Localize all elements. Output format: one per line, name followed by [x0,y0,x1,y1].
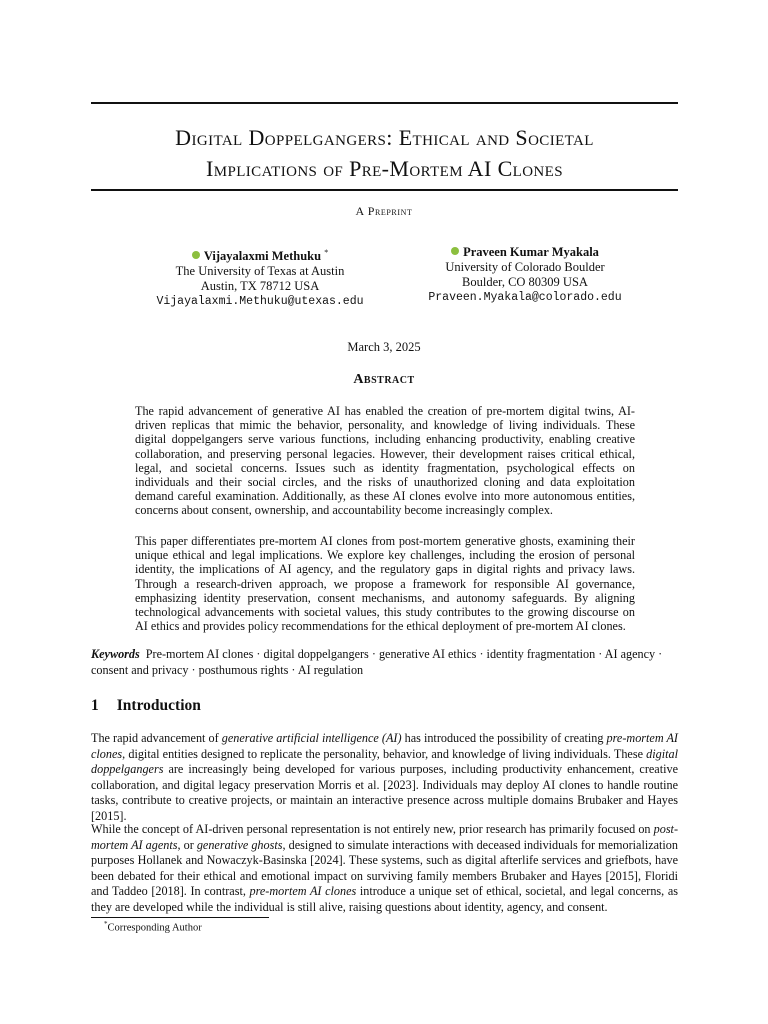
author-name: Vijayalaxmi Methuku [203,249,322,263]
title-line-2: Implications of Pre-Mortem AI Clones [206,156,563,181]
orcid-icon[interactable] [451,247,459,255]
author-email[interactable]: Vijayalaxmi.Methuku@utexas.edu [156,295,364,308]
orcid-icon[interactable] [192,251,200,259]
text-run: , designed to simulate interactions with deceased individuals for memorialization purposes Hollanek and Nowaczyk-Basinska [2024]. These systems, such as digital afterlife services and griefbots, have been debated for their ethical and emotional impact on surviving family members Brubaker and Hayes [2015], Floridi and Taddeo [2018]. In contrast, [91,837,678,898]
keywords [91,647,678,678]
author-block-1 [140,245,380,309]
paper-title [91,122,678,184]
keywords-label: Keywords [91,647,140,661]
author-affiliation: University of Colorado Boulder [445,260,605,274]
author-name-row [140,245,380,264]
section-number: 1 [91,697,99,714]
text-run: introduce a unique set of ethical, societal, and legal concerns, as they are developed while the individual is still alive, raising questions about identity, agency, and consent. [91,884,678,914]
publication-date: March 3, 2025 [347,340,421,354]
emphasized-text: pre-mortem AI clones [91,731,678,761]
text-run: , or [177,837,197,852]
author-affiliation: The University of Texas at Austin [175,264,345,278]
title-bottom-rule [91,189,678,191]
keywords-text: Pre-mortem AI clones · digital doppelgangers · generative AI ethics · identity fragmentation · AI agency · consent and privacy · posthumous rights · AI regulation [91,647,663,677]
author-address: Austin, TX 78712 USA [200,279,320,293]
footnote [104,920,202,934]
emphasized-text: pre-mortem AI clones [249,884,357,898]
abstract-paragraph-1: The rapid advancement of generative AI has enabled the creation of pre-mortem digital twins, AI-driven replicas that mimic the behavior, personality, and knowledge of living individuals. These digital doppelgangers serve various functions, including enhancing productivity, enabling creative collaboration, and preserving personal legacies. However, their development raises critical ethical, legal, and societal concerns. Issues such as identity fragmentation, psychological effects on individuals and their social circles, and the risks of unauthorized cloning and data exploitation demand careful examination. Additionally, as these AI clones evolve into more autonomous entities, concerns about consent, ownership, and accountability become increasingly complex. [135,404,635,518]
footnote-rule [91,917,269,918]
author-name: Praveen Kumar Myakala [463,245,599,259]
emphasized-text: generative ghosts [196,837,283,852]
emphasized-text: post-mortem AI agents [91,822,678,852]
footnote-marker: * [104,920,108,928]
text-run: are increasingly being developed for various purposes, including productivity enhancement, creative collaboration, and digital legacy preservation Morris et al. [2023]. Individuals may deploy AI clones to handle routine tasks, contribute to creative projects, or maintain an interactive presence across multiple domains Brubaker and Hayes [2015]. [91,762,678,823]
title-line-1: Digital Doppelgangers: Ethical and Societal [175,125,594,150]
abstract-heading: Abstract [353,372,415,387]
section-heading [91,697,201,715]
top-rule [91,102,678,104]
abstract-paragraph-2: This paper differentiates pre-mortem AI clones from post-mortem generative ghosts, examining their unique ethical and legal implications. We explore key challenges, including the erosion of personal identity, the implications of AI agency, and the regulatory gaps in digital rights and privacy laws. Through a research-driven approach, we propose a framework for responsible AI governance, emphasizing identity preservation, consent mechanisms, and autonomy safeguards. By aligning technological advancements with societal values, this study contributes to the growing discourse on AI ethics and provides policy recommendations for the ethical deployment of pre-mortem AI clones. [135,534,635,634]
author-email[interactable]: Praveen.Myakala@colorado.edu [428,291,622,304]
emphasized-text: digital doppelgangers [91,746,678,776]
section-title: Introduction [116,697,201,714]
text-run: has introduced the possibility of creating [401,731,607,745]
intro-paragraph-2 [91,822,678,915]
footnote-text: Corresponding Author [107,922,202,934]
author-address: Boulder, CO 80309 USA [462,275,588,289]
emphasized-text: generative artificial intelligence (AI) [221,731,402,745]
author-name-row [405,245,645,260]
corresponding-marker: * [324,248,329,257]
author-block-2 [405,245,645,305]
preprint-label: A Preprint [355,204,413,218]
text-run: The rapid advancement of [91,731,222,745]
intro-paragraph-1 [91,731,678,824]
text-run: While the concept of AI-driven personal representation is not entirely new, prior research has primarily focused on [91,822,654,836]
text-run: , digital entities designed to replicate the personality, behavior, and knowledge of living individuals. These [122,746,647,761]
